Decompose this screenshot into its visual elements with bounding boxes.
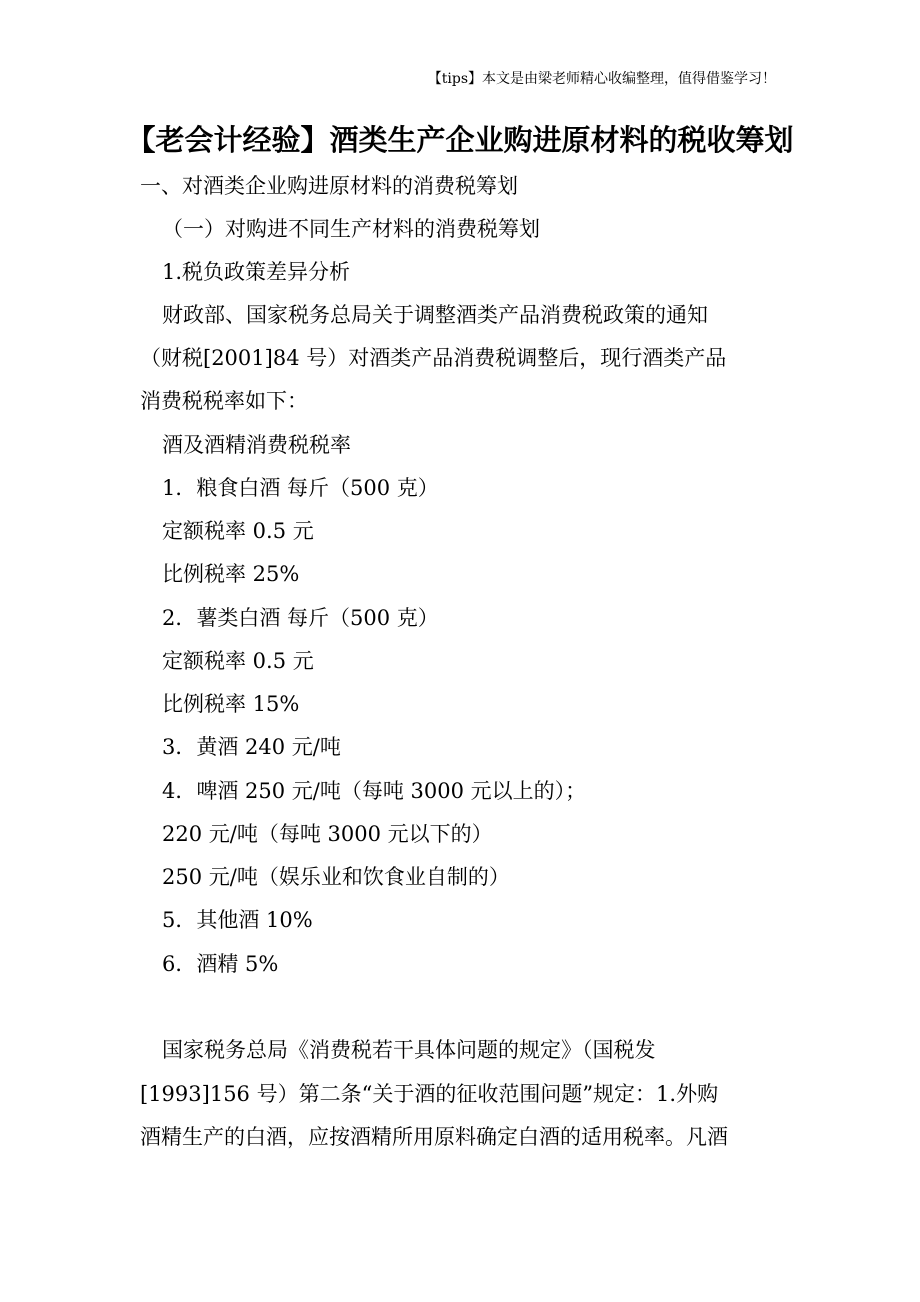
section-heading: 一、对酒类企业购进原材料的消费税筹划	[140, 174, 518, 198]
subsection-heading: （一）对购进不同生产材料的消费税筹划	[162, 217, 540, 241]
rate-list-item: 比例税率 25%	[162, 562, 300, 586]
rate-list-item: 220 元/吨（每吨 3000 元以下的）	[162, 822, 493, 846]
rate-list-heading: 酒及酒精消费税税率	[162, 433, 351, 457]
paragraph-line: （财税[2001]84 号）对酒类产品消费税调整后，现行酒类产品	[140, 346, 727, 370]
paragraph-line: 财政部、国家税务总局关于调整酒类产品消费税政策的通知	[162, 303, 708, 327]
rate-list-item: 4．啤酒 250 元/吨（每吨 3000 元以上的）；	[162, 779, 587, 803]
rate-list-item: 定额税率 0.5 元	[162, 519, 314, 543]
header-tips: 【tips】本文是由梁老师精心收编整理，值得借鉴学习！	[427, 71, 776, 87]
paragraph-line: 酒精生产的白酒，应按酒精所用原料确定白酒的适用税率。凡酒	[140, 1125, 728, 1149]
rate-list-item: 定额税率 0.5 元	[162, 649, 314, 673]
rate-list-item: 5．其他酒 10%	[162, 908, 313, 932]
document-title: 【老会计经验】酒类生产企业购进原材料的税收筹划	[126, 123, 794, 157]
paragraph-line: 消费税税率如下：	[140, 389, 308, 413]
rate-list-item: 6．酒精 5%	[162, 952, 279, 976]
paragraph-line: [1993]156 号）第二条“关于酒的征收范围问题”规定：1.外购	[140, 1082, 719, 1106]
rate-list-item: 1．粮食白酒 每斤（500 克）	[162, 476, 439, 500]
rate-list-item: 250 元/吨（娱乐业和饮食业自制的）	[162, 865, 510, 889]
rate-list-item: 2．薯类白酒 每斤（500 克）	[162, 606, 439, 630]
paragraph-line: 国家税务总局《消费税若干具体问题的规定》（国税发	[162, 1038, 656, 1062]
rate-list-item: 比例税率 15%	[162, 692, 300, 716]
subsubsection-heading: 1.税负政策差异分析	[162, 260, 351, 284]
rate-list-item: 3．黄酒 240 元/吨	[162, 735, 341, 759]
